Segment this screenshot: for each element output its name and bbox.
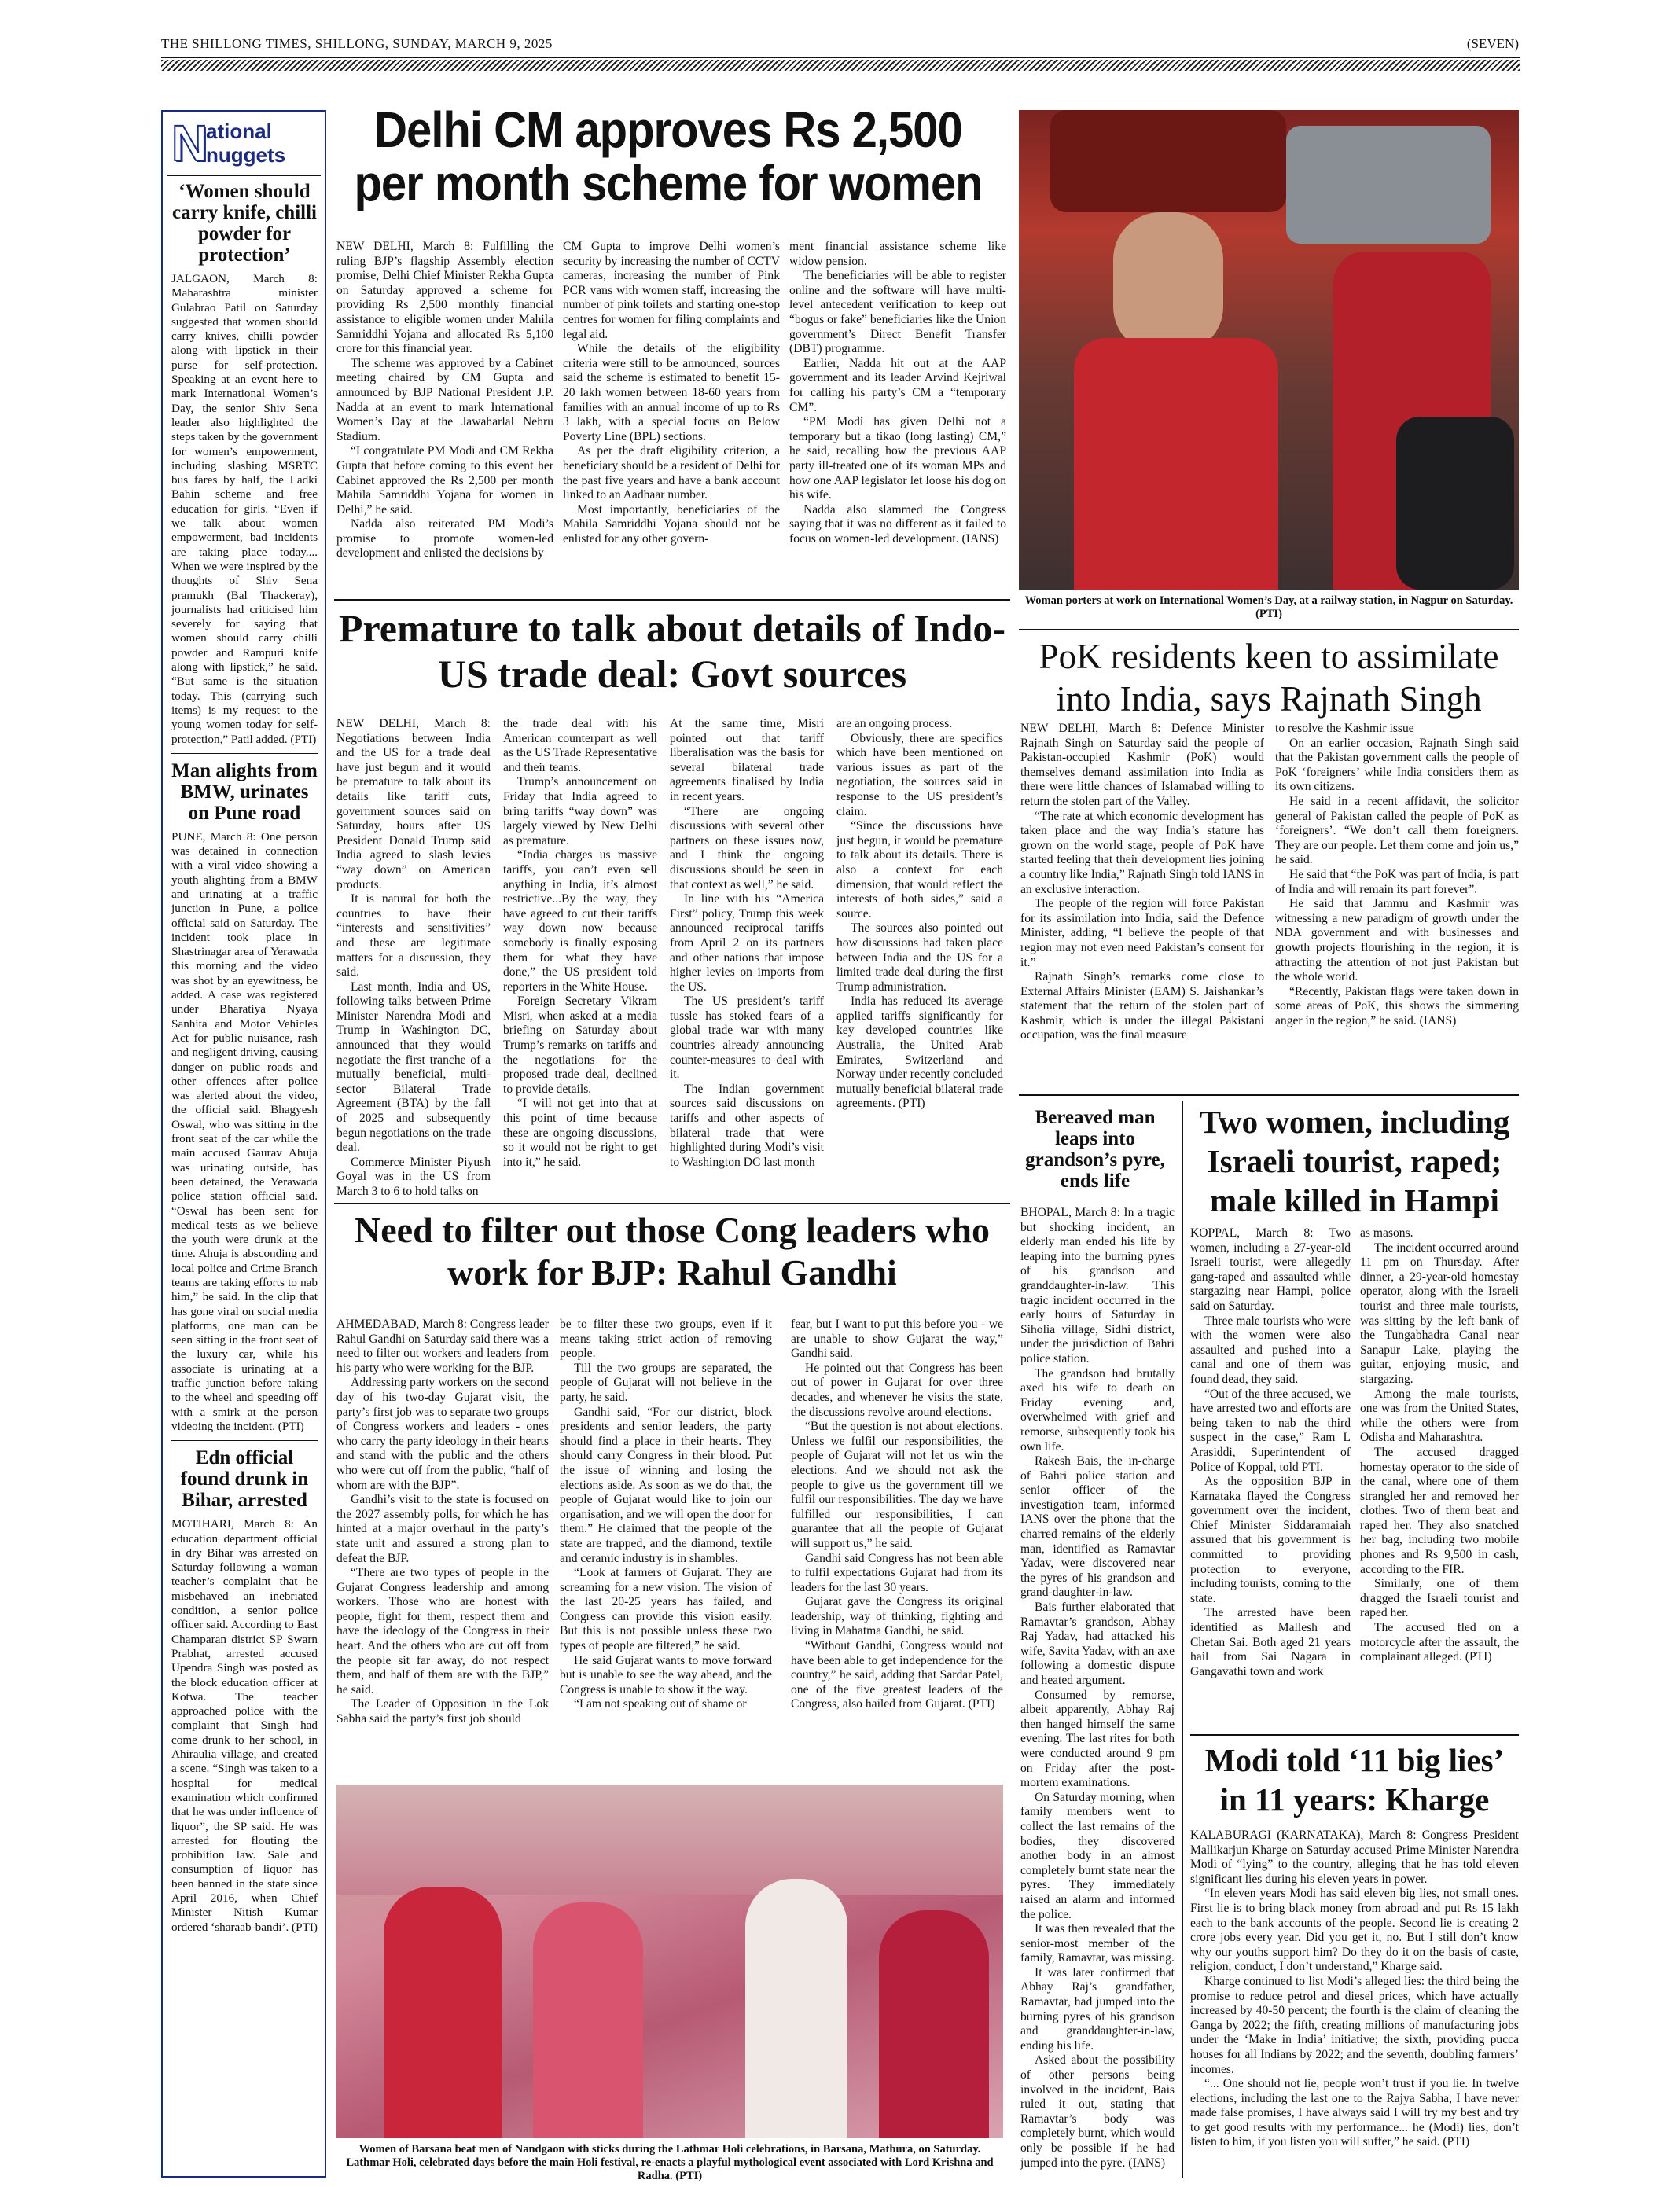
a4-c2-p3: “Look at farmers of Gujarat. They are screaming for a new vision. The vision of the last 20-25 years has failed, and Congress can provide this vision easily. But this is not possible unless these two types of people are filtered,” he said. (560, 1566, 772, 1653)
a5-p8: Asked about the possibility of other persons being involved in the incident, Bais ruled it out, stating that Ramavtar’s body was completely burnt, which would only be possible if he had jumped into the pyre. (IANS) (1020, 2053, 1175, 2170)
a2-c2-p1: Trump’s announcement on Friday that India agreed to bring tariffs “way down” was largely viewed by New Delhi as premature. (503, 775, 657, 847)
national-nuggets-logo (171, 115, 321, 171)
a5-col (1020, 1206, 1175, 2170)
sidebar-story3-body (171, 1517, 318, 1935)
section-rule (1019, 629, 1519, 630)
a6-c2-p4: Similarly, one of them dragged the Israeli tourist and raped her. (1360, 1577, 1519, 1620)
sidebar-story2-body (171, 830, 318, 1434)
a2-c4-p1: Obviously, there are specifics which have been mentioned on various issues as part of the negotiation, the sources said in response to the US president’s claim. (836, 731, 1003, 818)
section-rule (1019, 1094, 1519, 1096)
a6-c2-p0: as masons. (1360, 1226, 1413, 1240)
a2-c3-p3: The US president’s tariff tussle has stoked fears of a global trade war with many countries already announcing counter-measures to deal with it. (670, 994, 824, 1082)
a6-c1-p2: “Out of the three accused, we have arrested two and efforts are being taken to nab the third suspect in the case,” Ram L Arasiddi, Superintendent of Police of Koppal, told PTI. (1190, 1387, 1351, 1474)
a4-c1-p4: The Leader of Opposition in the Lok Sabha said the party’s first job should (336, 1697, 549, 1726)
a6-col2 (1360, 1226, 1519, 1665)
section-rule (1190, 1734, 1519, 1736)
a3-c1-p1: “The rate at which economic development has taken place and the way India’s stature has grown on the world stage, people of PoK have started feeling that their development lies joining a country like India,” Rajnath Singh told IANS in an exclusive interaction. (1020, 809, 1264, 896)
a4-c2-p0: be to filter these two groups, even if it means taking strict action of removing people. (560, 1318, 772, 1361)
a1-col1 (336, 240, 553, 561)
a1-c2-p0: CM Gupta to improve Delhi women’s security by increasing the number of CCTV cameras, increasing the number of Pink PCR vans with women staff, increasing the number of pink toilets and starting one-stop centres for women for filing complaints and legal aid. (563, 240, 780, 341)
a7-p3: “... One should not lie, people won’t trust if you lie. In twelve elections, including the last one to the Rajya Sabha, I have never made false promises, I have always said I will try my best and try to get good results with my performance... he (Modi) lies, don’t listen to him, if you listen you will suffer,” he said. (PTI) (1190, 2077, 1519, 2149)
section-rule (334, 1203, 1010, 1204)
a4-c2-p2: Gandhi said, “For our district, block presidents and senior leaders, the party should find a place in their hearts. They should carry Congress in their blood. Put the issue of winning and losing the elections aside. As soon as we do that, the people of Gujarat would like to join our organisation, and we will open the door for them.” He claimed that the people of the state are trapped, and the diamond, textile and ceramic industry is in shambles. (560, 1405, 772, 1565)
a2-col4 (836, 717, 1003, 1112)
sidebar-story3-text: MOTIHARI, March 8: An education department official in dry Bihar was arrested on Saturday following a woman teacher’s complaint that he misbehaved an inebriated condition, a senior police officer said. According to East Champaran district SP Swarn Prabhat, arrested accused Upendra Singh was posted as the block education officer at Kotwa. The teacher approached police with the complaint that Singh had come drunk to her school, in Ahiraulia village, and created a scene. “Singh was taken to a hospital for medical examination which confirmed that he was under influence of liquor”, the SP said. He was arrested for flouting the prohibition law. Sale and consumption of liquor has been banned in the state since April 2016, when Chief Minister Nitish Kumar ordered ‘sharaab-bandi’. (PTI) (171, 1517, 318, 1934)
a4-c1-p1: Addressing party workers on the second day of his two-day Gujarat visit, the party’s first job was to separate two groups of Congress workers and leaders - ones who carry the party ideology in their hearts and stand with the public and the others who were cut off from the public, “half of whom are with the BJP”. (336, 1376, 549, 1492)
a1-c1-p2: “I congratulate PM Modi and CM Rekha Gupta that before coming to this event her Cabinet approved the Rs 2,500 per month Mahila Samriddhi Yojana for women in Delhi,” he said. (336, 444, 553, 516)
a2-c2-p2: “India charges us massive tariffs, you can’t even sell anything in India, it’s almost restrictive...By the way, they have agreed to cut their tariffs way down now because somebody is finally exposing them for what they have done,” the US president told reporters in the White House. (503, 848, 657, 994)
a2-c2-p4: “I will not get into that at this point of time because these are ongoing discussions, so it would not be right to get into it,” he said. (503, 1097, 657, 1169)
bag-shape (1396, 417, 1514, 590)
a1-c3-p0: ment financial assistance scheme like widow pension. (789, 240, 1006, 268)
a6-headline: Two women, including Israeli tourist, raped; male killed in Hampi (1199, 1104, 1510, 1218)
crowd-shape (336, 1785, 1003, 1895)
woman-figure (533, 1902, 643, 2138)
a3-c2-p2: He said in a recent affidavit, the solicitor general of Pakistan called the people of PoK as ‘foreigners’. “We don’t call them foreigners. They are our people. Let them come and join us,” he said. (1275, 794, 1519, 867)
a1-c3-p1: The beneficiaries will be able to register online and the software will have multi-level antecedent verification to keep out “bogus or fake” beneficiaries like the Union government’s Direct Benefit Transfer (DBT) programme. (789, 269, 1006, 356)
a6-c2-p2: Among the male tourists, one was from the United States, while the others were from Odisha and Maharashtra. (1360, 1387, 1519, 1445)
a6-c2-p1: The incident occurred around 11 pm on Thursday. After dinner, a 29-year-old homestay operator, along with the Israeli tourist and three male tourists, was sitting by the left bank of the Tungabhadra Canal near Sanapur Lake, playing the guitar, enjoying music, and stargazing. (1360, 1241, 1520, 1386)
a2-col1 (336, 717, 491, 1200)
a5-p0: BHOPAL, March 8: In a tragic but shocking incident, an elderly man ended his life by leaping into the burning pyres of his grandson and granddaughter-in-law. This tragic incident occurred in the early hours of Saturday in Siholia village, Sidhi district, under the jurisdiction of Bahri police station. (1020, 1206, 1175, 1365)
a4-c3-p0: fear, but I want to put this before you - we are unable to show Gujarat the way,” Gandhi said. (791, 1318, 1003, 1361)
sidebar-story1-body (171, 272, 318, 747)
a2-c3-p4: The Indian government sources said discussions on tariffs and other aspects of bilateral trade that were highlighted during Modi’s visit to Washington DC last month (670, 1082, 824, 1169)
a3-col1 (1020, 722, 1264, 1043)
a4-c3-p2: “But the question is not about elections. Unless we fulfil our responsibilities, the people of Gujarat will not let us win the elections. And we should not ask the people to give us the government till we fulfil our responsibilities. The day we have fulfilled our responsibilities, I can guarantee that all the people of Gujarat will support us,” he said. (791, 1420, 1003, 1550)
a6-c2-p5: The accused fled on a motorcycle after the assault, the complainant alleged. (PTI) (1360, 1621, 1519, 1664)
a3-c2-p3: He said that “the PoK was part of India, is part of India and will remain its part forever”. (1275, 867, 1519, 896)
a3-c2-p0: to resolve the Kashmir issue (1275, 722, 1414, 735)
masthead-rule (161, 57, 1520, 58)
photo1-caption: Woman porters at work on International Women’s Day, at a railway station, in Nagpur on Saturday. (PTI) (1024, 594, 1513, 620)
a6-c1-p0: KOPPAL, March 8: Two women, including a 27-year-old Israeli tourist, were allegedly gang-raped and assaulted while stargazing near Hampi, police said on Saturday. (1190, 1226, 1351, 1313)
a3-c1-p2: The people of the region will force Pakistan for its assimilation into India, said the Defence Minister, adding, “I believe the people of that region may not even need Pakistan’s consent for it.” (1020, 897, 1264, 969)
a4-c2-p4: He said Gujarat wants to move forward but is unable to see the way ahead, and the Congress is unable to show it the way. (560, 1653, 772, 1696)
porter-figure (1113, 212, 1223, 354)
logo-line1: ational (206, 119, 272, 143)
suitcase-shape (1286, 126, 1491, 244)
a4-c2-p1: Till the two groups are separated, the people of Gujarat will not believe in the party, he said. (560, 1361, 772, 1404)
a5-p1: The grandson had brutally axed his wife to death on Friday evening and, overwhelmed with grief and remorse, subsequently took his own life. (1020, 1366, 1175, 1454)
a4-col1 (336, 1318, 549, 1727)
a1-c2-p3: Most importantly, beneficiaries of the Mahila Samriddhi Yojana should not be enlisted for any other govern- (563, 502, 780, 546)
a3-col2 (1275, 722, 1519, 1028)
a6-col1 (1190, 1226, 1351, 1679)
masthead-right: (SEVEN) (1466, 36, 1519, 51)
masthead-band (161, 60, 1520, 71)
a6-c1-p3: As the opposition BJP in Karnataka flayed the Congress government over the incident, Chief Minister Siddaramaiah assured that his government is committed to providing protection to everyone, including tourists, coming to the state. (1190, 1475, 1351, 1605)
a5-p7: It was later confirmed that Abhay Raj’s grandfather, Ramavtar, had jumped into the burning pyres of his grandson and granddaughter-in-law, ending his life. (1020, 1965, 1175, 2053)
a2-col2 (503, 717, 657, 1170)
a6-c1-p4: The arrested have been identified as Mallesh and Chetan Sai. Both aged 21 years hail from Sai Nagara in Gangavathi town and work (1190, 1606, 1351, 1678)
logo-underline (167, 175, 321, 176)
a4-c3-p4: Gujarat gave the Congress its original leadership, way of thinking, fighting and living in Mahatma Gandhi, he said. (791, 1595, 1003, 1638)
sidebar-story2-headline: Man alights from BMW, urinates on Pune road (171, 759, 318, 824)
a7-col (1190, 1829, 1519, 2150)
photo-lathmar-holi (336, 1785, 1003, 2138)
a4-headline: Need to filter out those Cong leaders who work for BJP: Rahul Gandhi (355, 1210, 990, 1292)
a2-c1-p0: NEW DELHI, March 8: Negotiations between India and the US for a trade deal have just begun and it would be premature to talk about its details like tariff cuts, government sources said on Saturday, hours after US President Donald Trump said India agreed to slash levies “way down” on American products. (336, 717, 491, 891)
a2-c3-p0: At the same time, Misri pointed out that tariff liberalisation was the basis for several bilateral trade agreements finalised by India in recent years. (670, 717, 824, 803)
photo-women-porters (1019, 110, 1519, 590)
a5-headline: Bereaved man leaps into grandson’s pyre, ends life (1025, 1107, 1165, 1192)
sidebar-story2-text: PUNE, March 8: One person was detained in connection with a viral video showing a youth alighting from a BMW and urinating at a traffic junction in Pune, a police official said on Saturday. The incident took place in Shastrinagar area of Yerawada this morning and the video was shot by an eyewitness, he added. A case was registered under Bharatiya Nyaya Sanhita and Motor Vehicles Act for public nuisance, rash and negligent driving, causing danger on public roads and other offences after police was alerted about the video, the official said. Bhagyesh Oswal, who was sitting in the front seat of the car while the main accused Gaurav Ahuja was urinating outside, has been detained, the Yerawada police station official said. “Oswal has been sent for medical tests as we believe the youth were drunk at the time. Ahuja is absconding and local police and Crime Branch teams are taking efforts to nab him,” he said. In the clip that has gone viral on social media platforms, one man can be seen sitting in the front seat of the luxury car, while his associate is urinating at a traffic junction before taking to the wheel and speeding off with a smirk at the person videoing the incident. (PTI) (171, 829, 318, 1433)
sidebar-column (171, 181, 318, 1935)
logo-line2: nuggets (206, 143, 286, 167)
a1-c3-p3: “PM Modi has given Delhi not a temporary but a tikao (long lasting) CM,” he said, recalling how the previous AAP party ill-treated one of its woman MPs and how one AAP legislator let loose his dog on his wife. (789, 415, 1006, 502)
a7-p1: “In eleven years Modi has said eleven big lies, not small ones. First lie is to bring black money from abroad and put Rs 15 lakh each to the bank accounts of the people. Second lie is creating 2 crore jobs every year. Did you get it, no. But I still don’t know why our youths support him? Do they do it on the basis of caste, religion, conduct, I don’t understand,” Kharge said. (1190, 1887, 1519, 1974)
a1-c3-p4: Nadda also slammed the Congress saying that it was no different as it failed to focus on women-led development. (IANS) (789, 502, 1006, 546)
a2-c2-p0: the trade deal with his American counterpart as well as the US Trade Representative and their teams. (503, 717, 657, 774)
column-rule (1182, 1101, 1183, 2178)
a6-c1-p1: Three male tourists who were with the women were also assaulted and pushed into a canal and one of them was found dead, they said. (1190, 1314, 1351, 1386)
a1-c1-p0: NEW DELHI, March 8: Fulfilling the ruling BJP’s flagship Assembly election promise, Delhi Chief Minister Rekha Gupta on Saturday approved a scheme for providing Rs 2,500 monthly financial assistance to eligible women under Mahila Samriddhi Yojana and allocated Rs 5,100 crore for this financial year. (336, 240, 553, 356)
a7-headline: Modi told ‘11 big lies’ in 11 years: Kharge (1204, 1742, 1505, 1818)
a1-c2-p1: While the details of the eligibility criteria were still to be announced, sources said the scheme is estimated to benefit 15-20 lakh women between 18-60 years from families with an annual income of up to Rs 3 lakh, with a special focus on Below Poverty Line (BPL) sections. (563, 342, 780, 443)
woman-figure (879, 1910, 989, 2138)
a2-col3 (670, 717, 824, 1170)
a3-c1-p3: Rajnath Singh’s remarks come close to External Affairs Minister (EAM) S. Jaishankar’s statement that the return of the stolen part of Kashmir, which is under the illegal Pakistani occupation, was the final measure (1020, 970, 1264, 1042)
a2-c4-p0: are an ongoing process. (836, 717, 953, 730)
a1-c2-p2: As per the draft eligibility criterion, a beneficiary should be a resident of Delhi for the past five years and have a bank account linked to an Aadhaar number. (563, 444, 780, 502)
a1-c1-p3: Nadda also reiterated PM Modi’s promise to promote women-led development and enlisted the decisions by (336, 517, 553, 561)
logo-letter: N (171, 115, 208, 171)
a4-c3-p1: He pointed out that Congress has been out of power in Gujarat for over three decades, and whenever he visits the state, the discussions revolve around elections. (791, 1361, 1003, 1419)
masthead-left: THE SHILLONG TIMES, SHILLONG, SUNDAY, MARCH 9, 2025 (161, 36, 553, 51)
a5-p5: On Saturday morning, when family members went to collect the last remains of the bodies, they discovered another body in an almost completely burnt state near the pyres. They immediately raised an alarm and informed the police. (1020, 1790, 1175, 1921)
a2-headline: Premature to talk about details of Indo-US trade deal: Govt sources (338, 606, 1006, 696)
a2-c4-p4: India has reduced its average applied tariffs significantly for key developed countries like Australia, the United Arab Emirates, Switzerland and Norway under recently concluded mutually beneficial bilateral trade agreements. (PTI) (836, 994, 1003, 1111)
a2-c1-p3: Commerce Minister Piyush Goyal was in the US from March 3 to 6 to hold talks on (336, 1155, 491, 1198)
a3-c1-p0: NEW DELHI, March 8: Defence Minister Rajnath Singh on Saturday said the people of Pakistan-occupied Kashmir (PoK) would themselves demand assimilation into India as there were little chances of Islamabad willing to return the stolen part of the Valley. (1020, 722, 1264, 808)
a7-p0: KALABURAGI (KARNATAKA), March 8: Congress President Mallikarjun Kharge on Saturday accused Prime Minister Narendra Modi of “lying” to the country, alleging that he has told eleven significant lies during his eleven years in power. (1190, 1829, 1519, 1886)
a2-c3-p1: “There are ongoing discussions with several other partners on these issues now, and I think the ongoing discussions should be seen in that context as well,” he said. (670, 804, 824, 891)
a2-c3-p2: In line with his “America First” policy, Trump this week announced reciprocal tariffs from April 2 on its partners and other nations that impose higher levies on imports from the US. (670, 892, 824, 994)
porter-figure (1074, 338, 1278, 590)
a7-p2: Kharge continued to list Modi’s alleged lies: the third being the promise to reduce petrol and diesel prices, which have actually increased by 40-50 percent; the fourth is the claim of cleaning the Ganga by 2022; the fifth, creating millions of manufacturing jobs under the ‘Make in India’ initiative; the sixth, providing pucca houses for all Indians by 2022; and the seventh, doubling farmers’ incomes. (1190, 1974, 1519, 2076)
sidebar-divider (171, 753, 318, 754)
a4-c3-p5: “Without Gandhi, Congress would not have been able to get independence for the country,” he said, adding that Sardar Patel, one of the five greatest leaders of the Congress, also hailed from Gujarat. (PTI) (791, 1639, 1003, 1711)
a2-c2-p3: Foreign Secretary Vikram Misri, when asked at a media briefing on Saturday about Trump’s remarks on tariffs and the negotiations for the proposed trade deal, declined to provide details. (503, 994, 657, 1096)
a5-p4: Consumed by remorse, albeit apparently, Abhay Raj then hanged himself the same evening. The last rites for both were conducted around 9 pm on Friday after the post-mortem examinations. (1020, 1688, 1175, 1790)
a4-col3 (791, 1318, 1003, 1712)
a4-c1-p3: “There are two types of people in the Gujarat Congress leadership and among workers. Those who are honest with people, fight for them, respect them and have the ideology of the Congress in their heart. And the others who are cut off from the people sit far away, do not respect them, and half of them are with the BJP,” he said. (336, 1566, 549, 1696)
sidebar-divider (171, 1440, 318, 1441)
a1-col3 (789, 240, 1006, 546)
a2-c4-p2: “Since the discussions have just begun, it would be premature to talk about its details. There is also a context for each dimension, that would reflect the interests of both sides,” said a source. (836, 819, 1003, 921)
sidebar-story1-text: JALGAON, March 8: Maharashtra minister Gulabrao Patil on Saturday suggested that women should carry knives, chilli powder along with lipstick in their purse for self-protection. Speaking at an event here to mark International Women’s Day, the senior Shiv Sena leader also highlighted the steps taken by the government for women’s empowerment, including slashing MSRTC bus fares by half, the Ladki Bahin scheme and free education for girls. “Even if we talk about women empowerment, bad incidents are taking place today.... When we were inspired by the thoughts of Shiv Sena pramukh (Bal Thackeray), journalists had criticised him severely for saying that women should carry chilli powder and Rampuri knife along with lipstick,” he said. “But same is the situation today. This (carrying such items) is my request to the young women today for self-protection,” Patil added. (PTI) (171, 272, 318, 746)
a4-c2-p5: “I am not speaking out of shame or (574, 1697, 747, 1711)
a1-headline: Delhi CM approves Rs 2,500 per month scheme for women (354, 101, 983, 212)
a2-c1-p2: Last month, India and US, following talks between Prime Minister Narendra Modi and Trump in Washington DC, announced that they would negotiate the first tranche of a mutually beneficial, multi-sector Bilateral Trade Agreement (BTA) by the fall of 2025 and subsequently begun negotiations on the trade deal. (336, 980, 491, 1155)
a3-c2-p5: “Recently, Pakistan flags were taken down in some areas of PoK, this shows the simmering anger in the region,” he said. (IANS) (1275, 984, 1519, 1027)
man-figure (745, 1879, 847, 2138)
sidebar-story3-headline: Edn official found drunk in Bihar, arrested (180, 1447, 309, 1512)
a4-c1-p0: AHMEDABAD, March 8: Congress leader Rahul Gandhi on Saturday said there was a need to filter out workers and leaders from his party who were working for the BJP. (336, 1318, 549, 1375)
a1-c3-p2: Earlier, Nadda hit out at the AAP government and its leader Arvind Kejriwal for calling his party’s CM a “temporary CM”. (789, 356, 1006, 414)
section-rule (334, 599, 1010, 601)
suitcase-shape (1050, 110, 1286, 212)
a6-c2-p3: The accused dragged homestay operator to the side of the canal, where one of them strangled her and removed her clothes. Two of them beat and raped her. They also snatched her bag, including two mobile phones and Rs 9,500 in cash, according to the FIR. (1360, 1445, 1519, 1576)
a1-c1-p1: The scheme was approved by a Cabinet meeting chaired by CM Gupta and announced by BJP National President J.P. Nadda at an event to mark International Women’s Day at the Jawaharlal Nehru Stadium. (336, 356, 553, 443)
a5-p3: Bais further elaborated that Ramavtar’s grandson, Abhay Raj Yadav, had attacked his wife, Savita Yadav, with an axe following a domestic dispute and heated argument. (1020, 1601, 1175, 1687)
a5-p6: It was then revealed that the senior-most member of the family, Ramavtar, was missing. (1020, 1922, 1175, 1965)
a4-col2 (560, 1318, 772, 1712)
a5-p2: Rakesh Bais, the in-charge of Bahri police station and senior officer of the investigation team, informed IANS over the phone that the charred remains of the elderly man, identified as Ramavtar Yadav, were discovered near the pyres of his grandson and grand-daughter-in-law. (1020, 1454, 1175, 1600)
sidebar-story1-headline: ‘Women should carry knife, chilli powder for protection’ (172, 181, 317, 266)
a4-c1-p2: Gandhi’s visit to the state is focused on the 2027 assembly polls, for which he has hinted at a major overhaul in the party’s state unit and assured a strong plan to defeat the BJP. (336, 1493, 549, 1565)
a3-c2-p4: He said that Jammu and Kashmir was witnessing a new paradigm of growth under the NDA government and with businesses and growth projects flourishing in the region, it is attracting the attention of not just Pakistan but the whole world. (1275, 897, 1519, 984)
a3-c2-p1: On an earlier occasion, Rajnath Singh said that the Pakistan government calls the people of PoK ‘foreigners’ while India considers them as its own citizens. (1275, 736, 1519, 794)
a2-c4-p3: The sources also pointed out how discussions had taken place between India and the US for a limited trade deal during the first Trump administration. (836, 921, 1003, 994)
a3-headline: PoK residents keen to assimilate into India, says Rajnath Singh (1039, 637, 1499, 719)
a2-c1-p1: It is natural for both the countries to have their “interests and sensitivities” and these are legitimate matters for a discussion, they said. (336, 892, 491, 980)
photo2-caption: Women of Barsana beat men of Nandgaon with sticks during the Lathmar Holi celebrations, in Barsana, Mathura, on Saturday. Lathmar Holi, celebrated days before the main Holi festival, re-enacts a playful mythological event associated with Lord Krishna and Radha. (PTI) (346, 2143, 994, 2182)
woman-figure (384, 1887, 502, 2138)
a1-col2 (563, 240, 780, 546)
a4-c3-p3: Gandhi said Congress has not been able to fulfil expectations Gujarat had from its leaders for the last 30 years. (791, 1551, 1003, 1594)
